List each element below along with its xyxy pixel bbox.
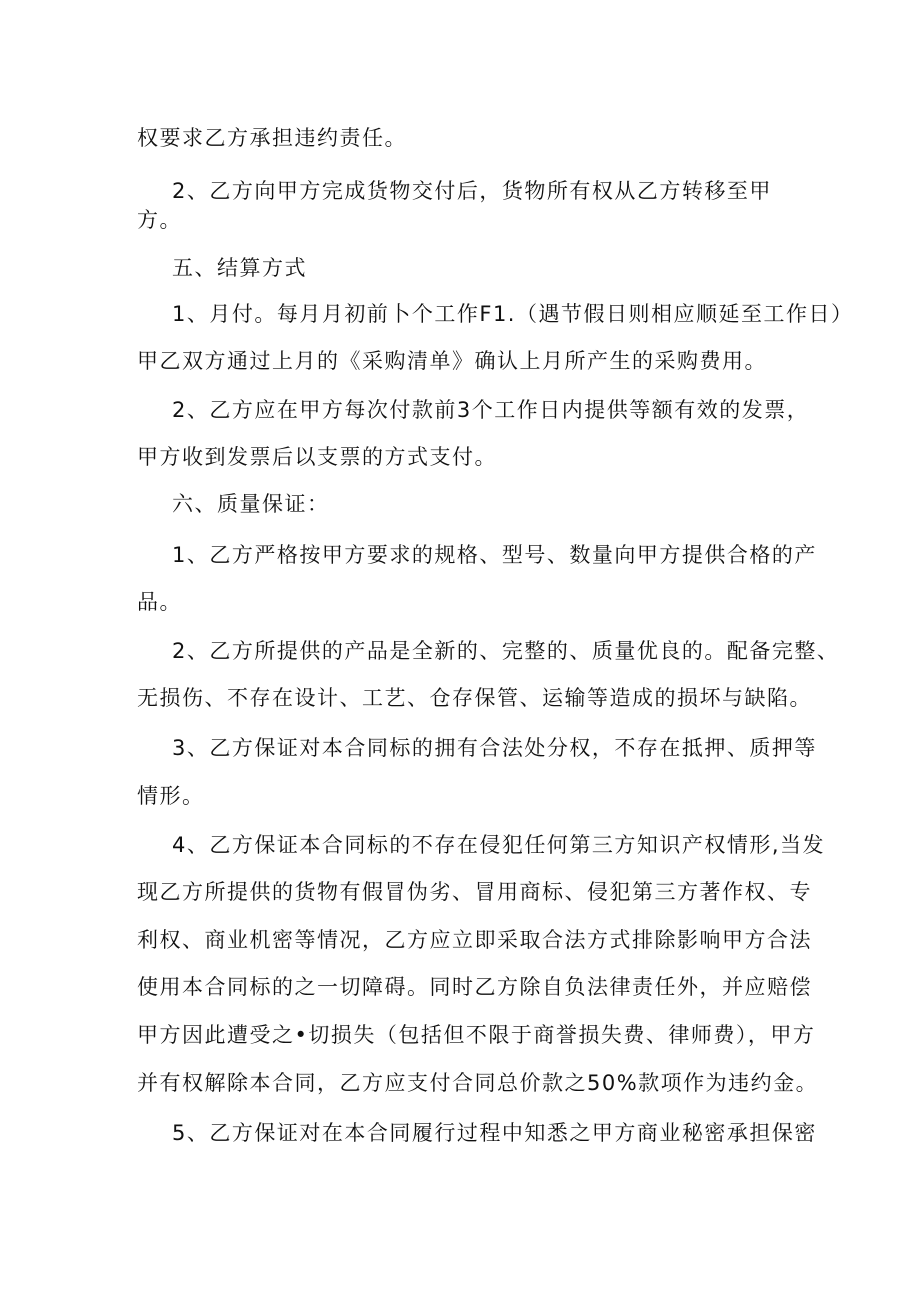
text-line: 甲方因此遭受之•切损失（包括但不限于商誉损失费、律师费），甲方 bbox=[137, 1023, 816, 1047]
text-line: 品。 bbox=[137, 590, 182, 614]
text-line: 甲乙双方通过上月的《采购清单》确认上月所产生的采购费用。 bbox=[137, 349, 767, 373]
text-line: 1、乙方严格按甲方要求的规格、型号、数量向甲方提供合格的产 bbox=[172, 543, 817, 567]
text-line: 情形。 bbox=[137, 784, 205, 808]
text-line: 利权、商业机密等情况，乙方应立即采取合法方式排除影响甲方合法 bbox=[137, 928, 812, 952]
text-line: 5、乙方保证对在本合同履行过程中知悉之甲方商业秘密承担保密 bbox=[172, 1121, 817, 1145]
text-line: 权要求乙方承担违约责任。 bbox=[137, 126, 407, 150]
section-heading: 五、结算方式 bbox=[172, 256, 307, 280]
text-line: 2、乙方所提供的产品是全新的、完整的、质量优良的。配备完整、 bbox=[172, 639, 840, 663]
text-line: 甲方收到发票后以支票的方式支付。 bbox=[137, 445, 497, 469]
text-line: 方。 bbox=[137, 208, 182, 232]
text-line: 1、月付。每月月初前卜个工作F1.（遇节假日则相应顺延至工作日） bbox=[172, 302, 854, 326]
section-heading: 六、质量保证： bbox=[172, 492, 330, 516]
text-line: 并有权解除本合同，乙方应支付合同总价款之50%款项作为违约金。 bbox=[137, 1071, 819, 1095]
text-line: 使用本合同标的之一切障碍。同时乙方除自负法律责任外，并应赔偿 bbox=[137, 975, 812, 999]
text-line: 无损伤、不存在设计、工艺、仓存保管、运输等造成的损坏与缺陷。 bbox=[137, 686, 812, 710]
text-line: 2、乙方应在甲方每次付款前3个工作日内提供等额有效的发票， bbox=[172, 398, 810, 422]
text-line: 4、乙方保证本合同标的不存在侵犯任何第三方知识产权情形,当发 bbox=[172, 833, 826, 857]
text-line: 2、乙方向甲方完成货物交付后，货物所有权从乙方转移至甲 bbox=[172, 179, 772, 203]
text-line: 现乙方所提供的货物有假冒伪劣、冒用商标、侵犯第三方著作权、专 bbox=[137, 880, 812, 904]
text-line: 3、乙方保证对本合同标的拥有合法处分权，不存在抵押、质押等 bbox=[172, 736, 817, 760]
